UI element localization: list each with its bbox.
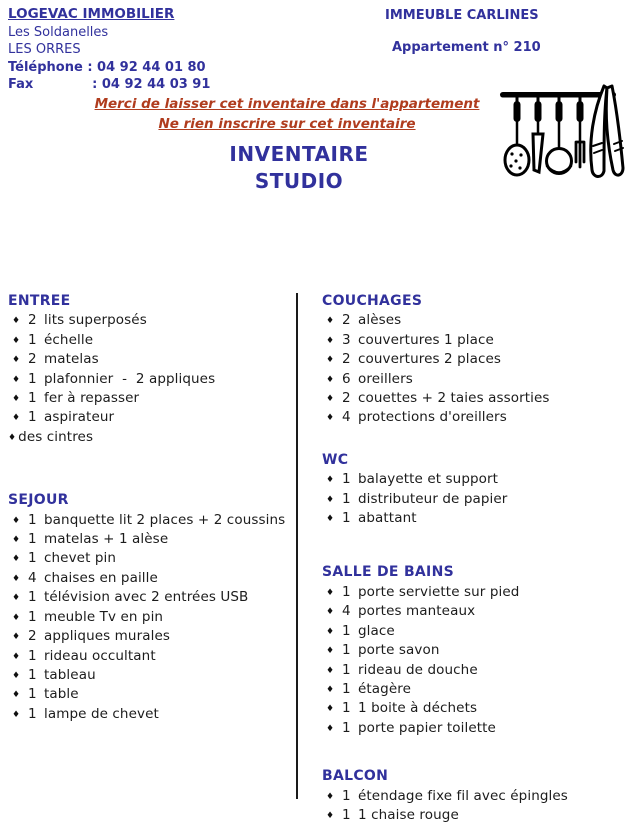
item-quantity: 2 [342,312,351,329]
agency-name: LOGEVAC IMMOBILIER [8,6,175,22]
agency-fax: Fax : 04 92 44 03 91 [8,77,211,92]
section-heading: ENTREE [8,293,71,309]
diamond-bullet-icon: ♦ [12,632,21,643]
inventory-item [322,787,628,806]
item-quantity: 1 [28,511,37,528]
diamond-bullet-icon: ♦ [12,335,21,346]
item-label: échelle [44,331,94,348]
inventory-item [322,680,628,699]
inventory-item [322,699,628,718]
inventory-item [322,641,628,660]
section-entree [8,292,290,447]
section-salle-de-bains [322,563,628,738]
item-label: abattant [358,510,417,527]
item-label: aspirateur [44,409,115,426]
inventory-item [8,685,290,704]
inventory-item [322,331,628,350]
inventory-item [8,350,290,369]
item-label: tableau [44,666,96,683]
diamond-bullet-icon: ♦ [12,651,21,662]
diamond-bullet-icon: ♦ [326,810,335,821]
item-label: fer à repasser [44,390,140,407]
item-quantity: 1 [342,583,351,600]
section-heading: BALCON [322,768,389,785]
notice-block [0,94,574,134]
diamond-bullet-icon: ♦ [326,316,335,327]
item-quantity: 1 [342,787,351,804]
item-label: matelas + 1 alèse [44,531,169,548]
inventory-item [322,806,628,825]
diamond-bullet-icon: ♦ [12,554,21,565]
item-quantity: 4 [28,569,37,586]
agency-block [8,6,210,94]
inventory-item [8,311,290,330]
item-quantity: 1 [28,666,37,683]
inventory-item [322,370,628,389]
item-label: protections d'oreillers [358,409,507,426]
item-quantity: 1 [28,409,37,426]
item-quantity: 1 [342,490,351,507]
inventory-item [8,588,290,607]
title-line-1: INVENTAIRE [229,142,369,166]
item-quantity: 1 [342,719,351,736]
diamond-bullet-icon: ♦ [12,709,21,720]
item-label: balayette et support [358,471,499,488]
item-quantity: 1 [28,608,37,625]
item-label: distributeur de papier [358,490,508,507]
diamond-bullet-icon: ♦ [12,690,21,701]
inventory-item [8,408,290,427]
diamond-bullet-icon: ♦ [12,413,21,424]
inventory-item [322,408,628,427]
item-quantity: 1 [28,589,37,606]
item-label: table [44,686,79,703]
inventory-item [8,627,290,646]
inventory-item [8,647,290,666]
inventory-item [322,719,628,738]
agency-city: LES ORRES [8,42,81,57]
item-label: matelas [44,351,99,368]
item-label: couvertures 1 place [358,331,494,348]
item-label: portes manteaux [358,603,476,620]
diamond-bullet-icon: ♦ [12,515,21,526]
inventory-item [322,602,628,621]
item-quantity: 1 [342,680,351,697]
item-label: alèses [358,312,402,329]
diamond-bullet-icon: ♦ [12,316,21,327]
diamond-bullet-icon: ♦ [326,791,335,802]
item-label: appliques murales [44,628,170,645]
item-label: couettes + 2 taies assorties [358,390,550,407]
item-label: chaises en paille [44,569,158,586]
notice-line-2: Ne rien inscrire sur cet inventaire [158,116,416,132]
inventory-item [8,389,290,408]
item-label: télévision avec 2 entrées USB [44,589,249,606]
diamond-bullet-icon: ♦ [326,684,335,695]
item-quantity: 1 [342,622,351,639]
title-line-2: STUDIO [254,169,344,193]
item-quantity: 1 [342,806,351,823]
diamond-bullet-icon: ♦ [326,646,335,657]
inventory-item [8,705,290,724]
diamond-bullet-icon: ♦ [326,514,335,525]
apartment-number: Appartement n° 210 [392,40,541,55]
inventory-item [322,583,628,602]
item-quantity: 6 [342,370,351,387]
page-title [0,141,598,195]
inventory-item [322,470,628,489]
diamond-bullet-icon: ♦ [326,413,335,424]
section-heading: COUCHAGES [322,293,423,309]
item-label: chevet pin [44,550,117,567]
column-divider [296,293,298,799]
inventory-item [322,389,628,408]
section-heading: WC [322,451,349,468]
diamond-bullet-icon: ♦ [326,494,335,505]
building-block [385,8,541,56]
diamond-bullet-icon: ♦ [12,374,21,385]
item-label: plafonnier - 2 appliques [44,370,216,387]
item-quantity: 2 [342,390,351,407]
item-quantity: 2 [28,628,37,645]
item-label: porte serviette sur pied [358,583,520,600]
inventory-item [8,608,290,627]
inventory-item [8,331,290,350]
section-heading: SEJOUR [8,492,69,509]
notice-line-1: Merci de laisser cet inventaire dans l'appartement [94,96,480,112]
item-label: glace [358,622,395,639]
inventory-item [322,350,628,369]
item-label: porte savon [358,642,440,659]
item-quantity: 4 [342,603,351,620]
item-label: rideau occultant [44,647,156,664]
diamond-bullet-icon: ♦ [326,394,335,405]
item-label: étendage fixe fil avec épingles [358,787,568,804]
diamond-bullet-icon: ♦ [12,670,21,681]
item-quantity: 4 [342,409,351,426]
item-quantity: 1 [28,550,37,567]
item-label: lits superposés [44,312,147,329]
item-label: étagère [358,680,412,697]
diamond-bullet-icon: ♦ [326,355,335,366]
item-quantity: 1 [342,642,351,659]
right-column [322,292,628,825]
item-label: banquette lit 2 places + 2 coussins [44,511,286,528]
section-sejour [8,491,290,724]
item-quantity: 1 [28,647,37,664]
item-quantity: 1 [28,686,37,703]
inventory-item [8,370,290,389]
agency-residence: Les Soldanelles [8,24,109,40]
diamond-bullet-icon: ♦ [12,355,21,366]
diamond-bullet-icon: ♦ [326,626,335,637]
inventory-item [8,569,290,588]
item-label: rideau de douche [358,661,478,678]
inventory-item [8,666,290,685]
diamond-bullet-icon: ♦ [326,475,335,486]
item-quantity: 1 [342,471,351,488]
inventory-item [322,490,628,509]
agency-phone: Téléphone : 04 92 44 01 80 [8,59,206,75]
diamond-bullet-icon: ♦ [326,665,335,676]
item-label: meuble Tv en pin [44,608,164,625]
item-quantity: 2 [28,312,37,329]
item-label: oreillers [358,370,413,387]
diamond-bullet-icon: ♦ [326,704,335,715]
diamond-bullet-icon: ♦ [12,573,21,584]
inventory-item [322,661,628,680]
item-quantity: 1 [28,331,37,348]
item-quantity: 3 [342,331,351,348]
item-label: porte papier toilette [358,719,496,736]
inventory-item [8,428,290,447]
diamond-bullet-icon: ♦ [12,535,21,546]
diamond-bullet-icon: ♦ [326,607,335,618]
inventory-item [8,511,290,530]
item-quantity: 1 [342,661,351,678]
inventory-item [8,530,290,549]
item-quantity: 1 [28,705,37,722]
item-quantity: 2 [342,351,351,368]
inventory-item [322,509,628,528]
section-balcon [322,767,628,825]
diamond-bullet-icon: ♦ [12,394,21,405]
inventory-item [322,622,628,641]
section-couchages [322,292,628,428]
item-quantity: 1 [28,390,37,407]
item-quantity: 1 [342,510,351,527]
diamond-bullet-icon: ♦ [12,593,21,604]
diamond-bullet-icon: ♦ [12,612,21,623]
building-name: IMMEUBLE CARLINES [385,8,539,23]
item-quantity: 1 [28,531,37,548]
diamond-bullet-icon: ♦ [326,587,335,598]
inventory-item [322,311,628,330]
diamond-bullet-icon: ♦ [326,723,335,734]
inventory-item [8,549,290,568]
diamond-bullet-icon: ♦ [8,432,17,443]
section-wc [322,451,628,529]
item-quantity: 1 [342,700,351,717]
item-label: des cintres [18,428,94,445]
diamond-bullet-icon: ♦ [326,374,335,385]
item-label: couvertures 2 places [358,351,502,368]
item-quantity: 1 [28,370,37,387]
diamond-bullet-icon: ♦ [326,335,335,346]
section-heading: SALLE DE BAINS [322,564,454,581]
left-column [8,292,290,724]
item-quantity: 2 [28,351,37,368]
item-label: 1 boite à déchets [358,700,478,717]
item-label: 1 chaise rouge [358,806,459,823]
item-label: lampe de chevet [44,705,159,722]
